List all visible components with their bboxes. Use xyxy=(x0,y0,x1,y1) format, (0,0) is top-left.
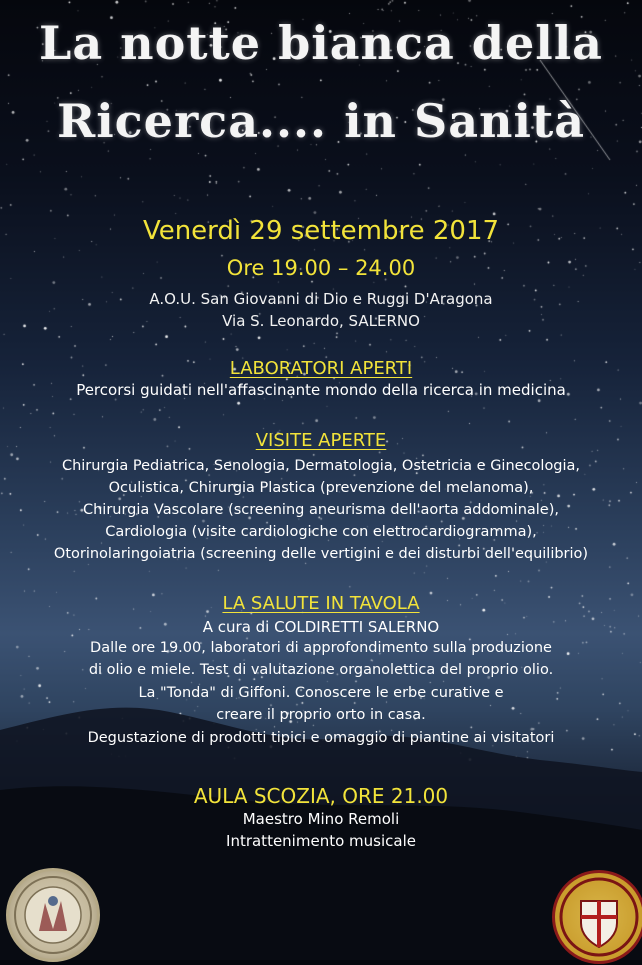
logo-seal-left xyxy=(6,868,100,962)
salute-line: di olio e miele. Test di valutazione organolettica del proprio olio. xyxy=(88,662,554,678)
event-address-line1: A.O.U. San Giovanni di Dio e Ruggi D'Aragona xyxy=(149,290,493,308)
seal-emblem-icon xyxy=(9,871,97,959)
visite-heading: VISITE APERTE xyxy=(255,430,387,451)
aula-heading: AULA SCOZIA, ORE 21.00 xyxy=(193,784,449,808)
logo-seal-right xyxy=(552,870,642,964)
visite-line: Otorinolaringoiatria (screening delle vertigini e dei disturbi dell'equilibrio) xyxy=(53,546,589,562)
salute-line: creare il proprio orto in casa. xyxy=(216,707,426,723)
visite-line: Oculistica, Chirurgia Plastica (prevenzione del melanoma), xyxy=(108,480,534,496)
laboratori-heading: LABORATORI APERTI xyxy=(229,358,413,379)
aula-intrattenimento: Intrattenimento musicale xyxy=(226,832,416,850)
poster-title-line1: La notte bianca della xyxy=(39,16,603,70)
poster-title-line2: Ricerca.... in Sanità xyxy=(56,94,586,148)
salute-heading: LA SALUTE IN TAVOLA xyxy=(222,593,420,614)
event-address-line2: Via S. Leonardo, SALERNO xyxy=(222,312,420,330)
salute-line: Dalle ore 19.00, laboratori di approfondimento sulla produzione xyxy=(90,640,552,656)
salute-line: Degustazione di prodotti tipici e omaggio di piantine ai visitatori xyxy=(87,730,555,746)
salute-line: La "Tonda" di Giffoni. Conoscere le erbe curative e xyxy=(138,685,504,701)
laboratori-description: Percorsi guidati nell'affascinante mondo della ricerca in medicina xyxy=(76,381,566,399)
aula-maestro: Maestro Mino Remoli xyxy=(242,810,400,828)
event-hours: Ore 19.00 – 24.00 xyxy=(226,256,416,280)
event-date: Venerdì 29 settembre 2017 xyxy=(142,216,500,246)
salute-cura: A cura di COLDIRETTI SALERNO xyxy=(202,618,440,636)
visite-line: Chirurgia Pediatrica, Senologia, Dermatologia, Ostetricia e Ginecologia, xyxy=(61,458,581,474)
university-crest-icon xyxy=(555,873,642,961)
visite-line: Cardiologia (visite cardiologiche con elettrocardiogramma), xyxy=(105,524,537,540)
visite-line: Chirurgia Vascolare (screening aneurisma dell'aorta addominale), xyxy=(82,502,559,518)
